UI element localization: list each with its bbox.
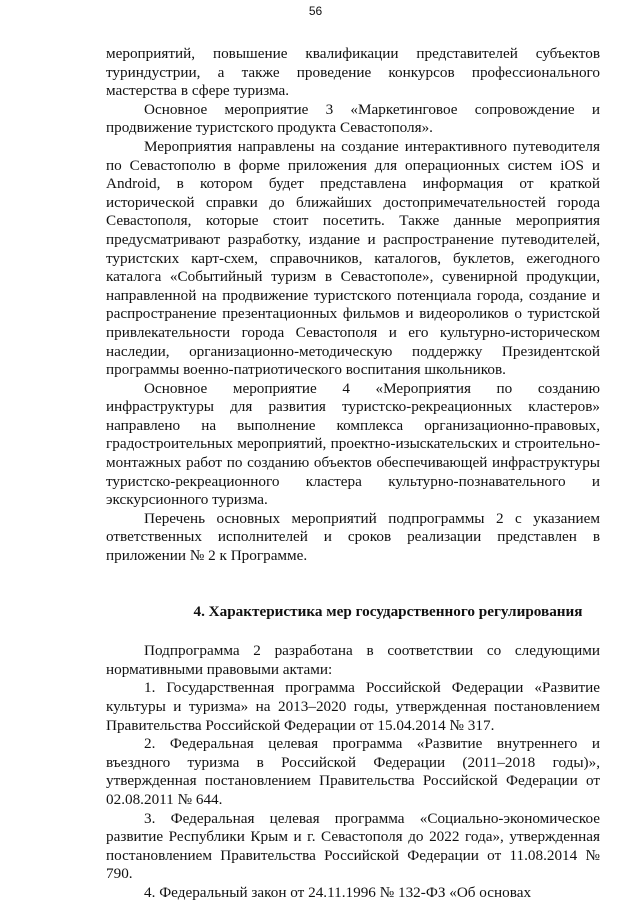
paragraph: Перечень основных мероприятий подпрограммы 2 с указанием ответственных исполнителей и сроков реализации представлен в приложении № 2 к Программе. [106, 509, 600, 565]
paragraph: Мероприятия направлены на создание интерактивного путеводителя по Севастополю в форме приложения для операционных систем iOS и Android, в котором будет представлена информация от краткой исторической справки до ближайших достопримечательностей города Севастополя, которые стоит посетить. Также данные мероприятия предусматривают разработку, издание и распространение путеводителей, туристских карт-схем, справочников, каталогов, буклетов, ежегодного каталога «Событийный туризм в Севастополе», сувенирной продукции, направленной на продвижение туристского потенциала города, создание и распространение презентационных фильмов и видеороликов о туристской привлекательности города Севастополя и его культурно-историческом наследии, организационно-методическую поддержку Президентской программы военно-патриотического воспитания школьников. [106, 137, 600, 379]
paragraph: мероприятий, повышение квалификации представителей субъектов туриндустрии, а также проведение конкурсов профессионального мастерства в сфере туризма. [106, 45, 600, 100]
paragraph: Основное мероприятие 4 «Мероприятия по созданию инфраструктуры для развития туристско-рекреационных кластеров» направлено на выполнение комплекса организационно-правовых, градостроительных мероприятий, проектно-изыскательских и строительно-монтажных работ по созданию объектов обеспечивающей инфраструктуры туристско-рекреационного кластера культурно-познавательного и экскурсионного туризма. [106, 379, 600, 509]
list-item: 3. Федеральная целевая программа «Социально-экономическое развитие Республики Крым и г. Севастополя до 2022 года», утвержденная постановлением Правительства Российской Федерации от 11.08.2014 № 790. [106, 809, 600, 883]
list-item: 1. Государственная программа Российской Федерации «Развитие культуры и туризма» на 2013–2020 годы, утвержденная постановлением Правительства Российской Федерации от 15.04.2014 № 317. [106, 679, 600, 734]
page-number: 56 [308, 4, 323, 18]
spacer [106, 566, 600, 603]
list-item: 4. Федеральный закон от 24.11.1996 № 132-ФЗ «Об основах [144, 883, 532, 901]
paragraph: Подпрограмма 2 разработана в соответствии со следующими нормативными правовыми актами: [106, 642, 600, 678]
spacer [106, 621, 600, 642]
list-item: 2. Федеральная целевая программа «Развитие внутреннего и въездного туризма в Российской Федерации (2011–2018 годы)», утвержденная постановлением Правительства Российской Федерации от 02.08.2011 № 644. [106, 735, 600, 808]
document-body [106, 45, 600, 903]
section-heading: 4. Характеристика мер государственного регулирования [193, 602, 583, 620]
paragraph: Основное мероприятие 3 «Маркетинговое сопровождение и продвижение туристского продукта Севастополя». [106, 100, 600, 137]
